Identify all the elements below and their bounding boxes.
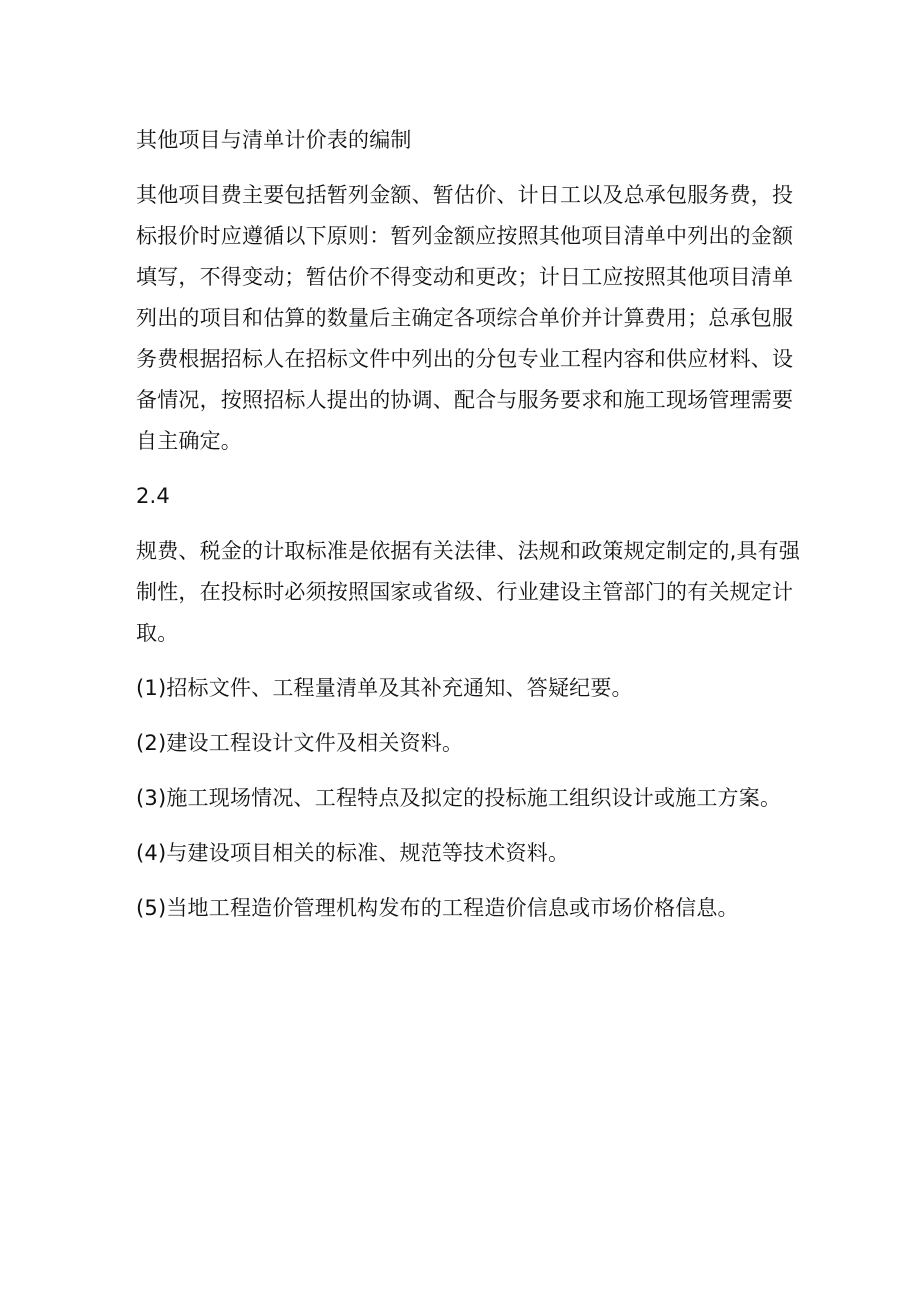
section-number: 2.4 [136,484,170,508]
paragraph-fees-taxes: 规费、税金的计取标准是依据有关法律、法规和政策规定制定的,具有强制性，在投标时必须按照国家或省级、行业建设主管部门的有关规定计取。 [136,539,801,645]
paragraph-other-items: 其他项目费主要包括暂列金额、暂估价、计日工以及总承包服务费，投标报价时应遵循以下原则：暂列金额应按照其他项目清单中列出的金额填写，不得变动；暂估价不得变动和更改；计日工应按照其他项目清单列出的项目和估算的数量后主确定各项综合单价并计算费用；总承包服务费根据招标人在招标文件中列出的分包专业工程内容和供应材料、设备情况，按照招标人提出的协调、配合与服务要求和施工现场管理需要自主确定。 [136,183,794,453]
list-item: (4)与建设项目相关的标准、规范等技术资料。 [136,841,570,865]
document-page [136,120,808,943]
list-item: (1)招标文件、工程量清单及其补充通知、答疑纪要。 [136,676,633,700]
list-item: (3)施工现场情况、工程特点及拟定的投标施工组织设计或施工方案。 [136,786,782,810]
list-item: (2)建设工程设计文件及相关资料。 [136,731,464,755]
list-item: (5)当地工程造价管理机构发布的工程造价信息或市场价格信息。 [136,896,739,920]
document-title: 其他项目与清单计价表的编制 [136,128,412,152]
